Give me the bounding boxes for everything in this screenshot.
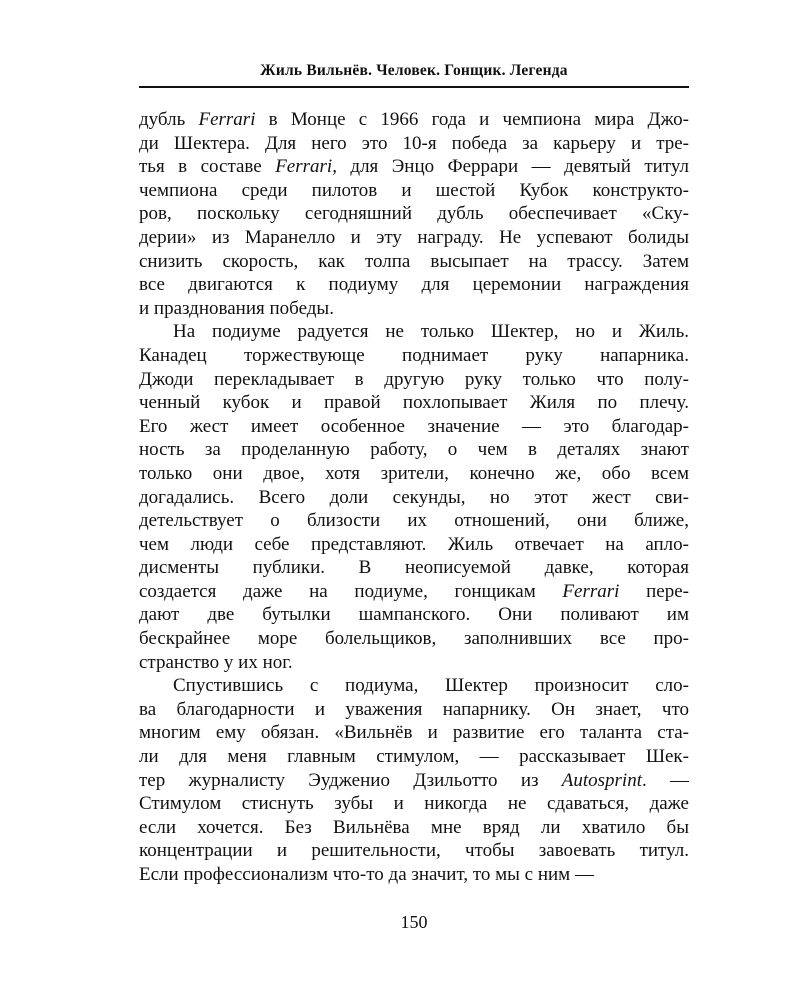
text-segment: Если профессионализм что-то да значит, то мы с ним — — [139, 864, 594, 885]
text-segment: . — — [641, 769, 689, 791]
text-line — [139, 651, 689, 675]
text-line — [139, 745, 689, 769]
text-line — [139, 863, 689, 887]
text-line — [139, 627, 689, 651]
text-line — [139, 674, 689, 698]
text-segment: дерии» из Маранелло и эту награду. Не успевают болиды — [139, 226, 689, 248]
text-segment: ли для меня главным стимулом, — рассказывает Шек- — [139, 746, 689, 768]
text-line — [139, 273, 689, 297]
text-line — [139, 344, 689, 368]
text-segment: дисменты публики. В неописуемой давке, которая — [139, 557, 689, 579]
text-segment: дубль — [139, 109, 199, 130]
text-line — [139, 509, 689, 533]
text-segment: ность за проделанную работу, о чем в деталях знают — [139, 439, 689, 461]
italic-text: Autosprint — [561, 769, 642, 791]
text-line — [139, 839, 689, 863]
text-segment: Джоди перекладывает в другую руку только что полу- — [139, 368, 689, 390]
body-text — [139, 108, 689, 887]
text-segment: ва благодарности и уважения напарнику. Он знает, что — [139, 698, 689, 720]
text-segment: странство у их ног. — [139, 651, 293, 673]
text-segment: чемпиона среди пилотов и шестой Кубок конструкто- — [139, 179, 689, 201]
text-segment: тья в составе — [139, 156, 276, 178]
text-segment: , для Энцо Феррари — девятый титул — [332, 156, 690, 178]
text-line — [139, 603, 689, 627]
text-segment: тер журналисту Эудженио Дзильотто из — [139, 769, 562, 791]
text-segment: и празднования победы. — [139, 297, 334, 319]
text-line — [139, 438, 689, 462]
text-line — [139, 792, 689, 816]
text-line — [139, 179, 689, 203]
text-segment: только они двое, хотя зрители, конечно же, обо всем — [139, 462, 689, 484]
text-line — [139, 368, 689, 392]
header-rule — [139, 86, 689, 88]
text-line — [139, 769, 689, 793]
running-header: Жиль Вильнёв. Человек. Гонщик. Легенда — [260, 62, 568, 79]
text-segment: бескрайнее море болельщиков, заполнивших все про- — [139, 628, 689, 650]
text-segment: Его жест имеет особенное значение — это благодар- — [139, 415, 689, 437]
text-segment: Стимулом стиснуть зубы и никогда не сдаваться, даже — [139, 793, 689, 815]
text-line — [139, 132, 689, 156]
text-segment: ченный кубок и правой похлопывает Жиля по плечу. — [139, 392, 689, 414]
text-segment: детельствует о близости их отношений, они ближе, — [139, 510, 689, 532]
text-segment: ров, поскольку сегодняшний дубль обеспечивает «Ску- — [139, 203, 689, 225]
italic-text: Ferrari — [198, 109, 256, 130]
text-segment: догадались. Всего доли секунды, но этот жест сви- — [139, 486, 689, 508]
text-line — [139, 556, 689, 580]
text-line — [139, 415, 689, 439]
text-line — [139, 698, 689, 722]
text-segment: ди Шектера. Для него это 10-я победа за карьеру и тре- — [139, 132, 689, 154]
text-line — [139, 721, 689, 745]
text-segment: На подиуме радуется не только Шектер, но и Жиль. — [173, 321, 689, 343]
text-line — [139, 320, 689, 344]
text-line — [139, 226, 689, 250]
text-segment: дают две бутылки шампанского. Они поливают им — [139, 604, 689, 626]
italic-text: Ferrari — [275, 156, 333, 178]
text-line — [139, 155, 689, 179]
text-line — [139, 202, 689, 226]
page-number: 150 — [400, 912, 428, 932]
text-segment: Спустившись с подиума, Шектер произносит сло- — [173, 675, 689, 697]
text-segment: пере- — [619, 580, 689, 602]
text-line — [139, 462, 689, 486]
text-segment: снизить скорость, как толпа высыпает на трассу. Затем — [139, 250, 689, 272]
text-line — [139, 250, 689, 274]
text-line — [139, 108, 689, 132]
text-line — [139, 816, 689, 840]
text-line — [139, 533, 689, 557]
text-segment: чем люди себе представляют. Жиль отвечает на апло- — [139, 533, 689, 555]
text-segment: Канадец торжествующе поднимает руку напарника. — [139, 344, 689, 366]
text-line — [139, 580, 689, 604]
text-segment: все двигаются к подиуму для церемонии награждения — [139, 274, 689, 296]
text-line — [139, 391, 689, 415]
text-line — [139, 297, 689, 321]
italic-text: Ferrari — [562, 580, 620, 602]
text-segment: если хочется. Без Вильнёва мне вряд ли хватило бы — [139, 816, 689, 838]
text-segment: концентрации и решительности, чтобы завоевать титул. — [139, 840, 689, 862]
text-segment: в Монце с 1966 года и чемпиона мира Джо- — [255, 109, 689, 130]
text-segment: многим ему обязан. «Вильнёв и развитие его таланта ста- — [139, 722, 689, 744]
text-line — [139, 486, 689, 510]
text-segment: создается даже на подиуме, гонщикам — [139, 580, 563, 602]
